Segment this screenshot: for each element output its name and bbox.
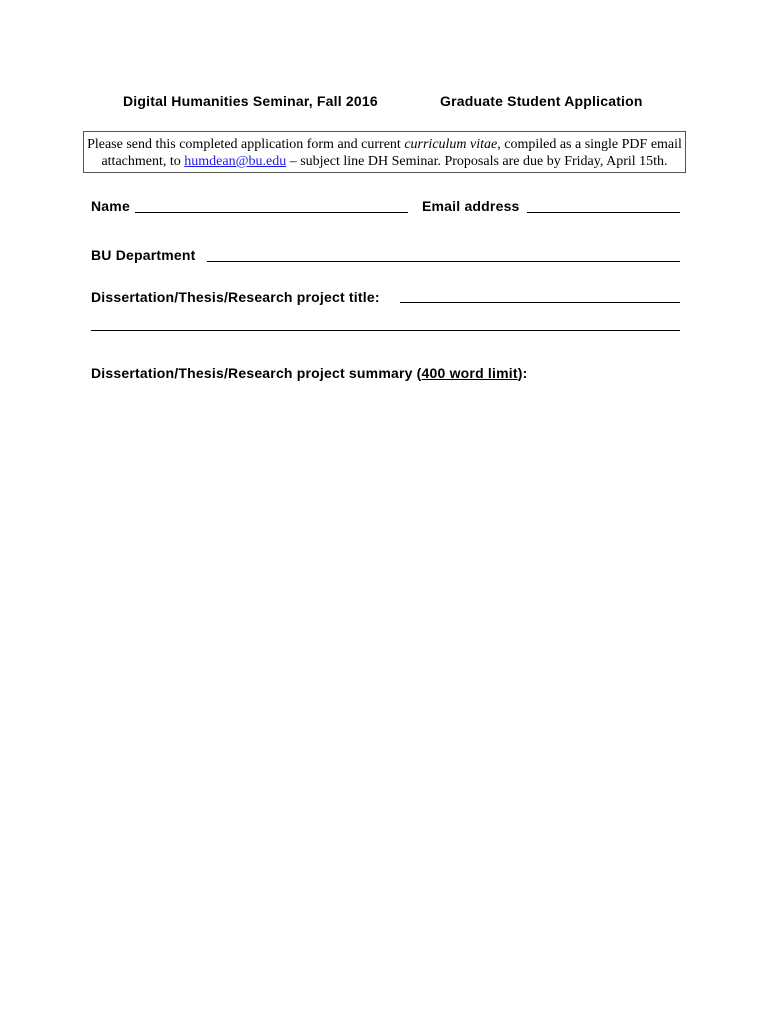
email-link[interactable]: humdean@bu.edu <box>184 154 287 169</box>
name-label: Name <box>91 198 130 214</box>
project-title-label: Dissertation/Thesis/Research project title: <box>91 289 380 305</box>
department-field[interactable] <box>207 261 680 262</box>
project-summary-label <box>91 365 527 381</box>
summary-label-suffix: ): <box>517 365 528 381</box>
instruction-text-3: – subject line DH Seminar. Proposals are due by Friday, April 15th. <box>286 154 668 169</box>
instruction-text-1: Please send this completed application form and current <box>87 137 405 152</box>
name-field[interactable] <box>135 212 408 213</box>
instruction-text-italic: curriculum vitae <box>404 137 498 152</box>
email-field[interactable] <box>527 212 680 213</box>
summary-label-prefix: Dissertation/Thesis/Research project summary ( <box>91 365 422 381</box>
project-title-field-continued[interactable] <box>91 330 680 331</box>
instruction-text-2: , compiled as a single PDF email attachment, to <box>101 137 682 169</box>
seminar-title: Digital Humanities Seminar, Fall 2016 <box>123 93 378 109</box>
summary-word-limit: 400 word limit <box>421 365 518 381</box>
email-label: Email address <box>422 198 520 214</box>
department-label: BU Department <box>91 247 196 263</box>
application-type-title: Graduate Student Application <box>440 93 643 109</box>
project-title-field[interactable] <box>400 302 680 303</box>
instruction-box <box>83 131 686 173</box>
